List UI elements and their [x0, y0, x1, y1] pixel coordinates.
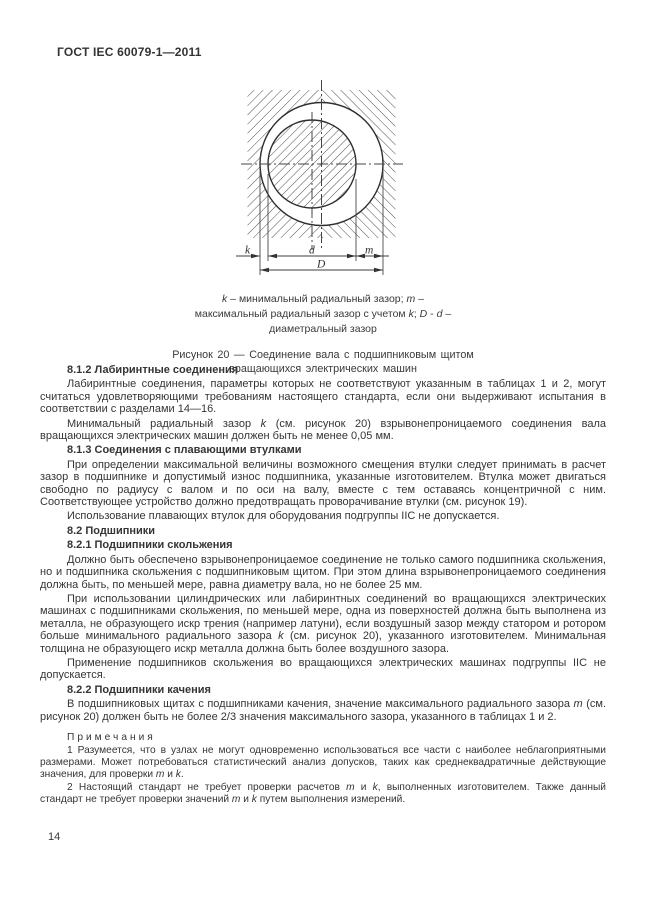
figure-20-block — [0, 74, 646, 376]
dim-label-d: d — [309, 244, 315, 257]
page-number: 14 — [48, 831, 61, 843]
dim-label-D: D — [317, 258, 326, 271]
section-heading-8-1-3: 8.1.3 Соединения с плавающими втулками — [67, 444, 302, 457]
section-heading-8-2: 8.2 Подшипники — [67, 524, 156, 537]
paragraph: В подшипниковых щитах с подшипниками качения, значение максимального радиального зазора m (см. рисунок 20) должен быть не более 2/3 значения максимального зазора, указанного в таблицах 1 и 2. — [40, 698, 607, 723]
note-1: 1 Разумеется, что в узлах не могут одновременно использоваться все части с наиболее неблагоприятными размерами. Может потребоваться статистический анализ допусков, таких как среднеквадратичные действующие значения, для проверки m и k. — [40, 744, 606, 780]
figure-20-drawing — [233, 74, 413, 280]
dimension-lines — [236, 254, 389, 272]
paragraph: Использование плавающих втулок для оборудования подгруппы IIC не допускается. — [67, 510, 500, 523]
paragraph: При использовании цилиндрических или лабиринтных соединений во вращающихся электрических машинах с подшипниками скольжения, по меньшей мере, одна из поверхностей должна быть выполнена из металла, не образующего искр трения (например латуни), если воздушный зазор между статором и ротором больше минимального радиального зазора k (см. рисунок 20), указанного изготовителем. Минимальная толщина не образующего искр металла должна быть более воздушного зазора. — [40, 592, 606, 655]
figure-legend: k – минимальный радиальный зазор; m – максимальный радиальный зазор с учетом k; D - d – диаметральный зазор — [194, 293, 452, 335]
paragraph: Минимальный радиальный зазор k (см. рисунок 20) взрывонепроницаемого соединения вала вращающихся электрических машин должен быть не менее 0,05 мм. — [40, 417, 606, 443]
paragraph: Должно быть обеспечено взрывонепроницаемое соединение не только самого подшипника скольжения, но и подшипника скольжения с подшипниковым щитом. При этом длина взрывонепроницаемого соединения должна быть, по меньшей мере, равна диаметру вала, но не более 25 мм. — [40, 553, 606, 591]
notes-block — [40, 732, 606, 805]
section-heading-8-2-2: 8.2.2 Подшипники качения — [67, 683, 211, 696]
section-heading-8-2-1: 8.2.1 Подшипники скольжения — [67, 539, 233, 552]
paragraph: Применение подшипников скольжения во вращающихся электрических машинах подгруппы IIC не допускается. — [40, 656, 606, 682]
section-heading-8-1-2: 8.1.2 Лабиринтные соединения — [67, 364, 239, 376]
paragraph: Лабиринтные соединения, параметры которых не соответствуют указанным в таблицах 1 и 2, могут считаться удовлетворяющими требованиям настоящего стандарта, если они выдерживают испытания в соответствии с разделами 14—16. — [40, 378, 606, 416]
standard-designation-header: ГОСТ IEC 60079-1—2011 — [57, 45, 202, 59]
figure-caption: Рисунок 20 — Соединение вала с подшипниковым щитом вращающихся электрических машин — [172, 349, 474, 376]
notes-heading: Примечания — [67, 731, 156, 743]
paragraph: При определении максимальной величины возможного смещения втулки следует принимать в расчет зазор в подшипнике и допустимый износ подшипника, указанные изготовителем. Втулка может двигаться свободно по радиусу с валом и по оси на валу, вместе с тем оставаясь концентричной с ним. Соответствующее устройство должно предотвращать проворачивание втулки (см. рисунок 19). — [40, 458, 606, 509]
dim-label-m: m — [365, 244, 374, 257]
document-body — [40, 362, 606, 805]
note-2: 2 Настоящий стандарт не требует проверки расчетов m и k, выполненных изготовителем. Также данный стандарт не требует проверки значений m и k путем выполнения измерений. — [40, 781, 606, 805]
dim-label-k: k — [245, 244, 251, 257]
